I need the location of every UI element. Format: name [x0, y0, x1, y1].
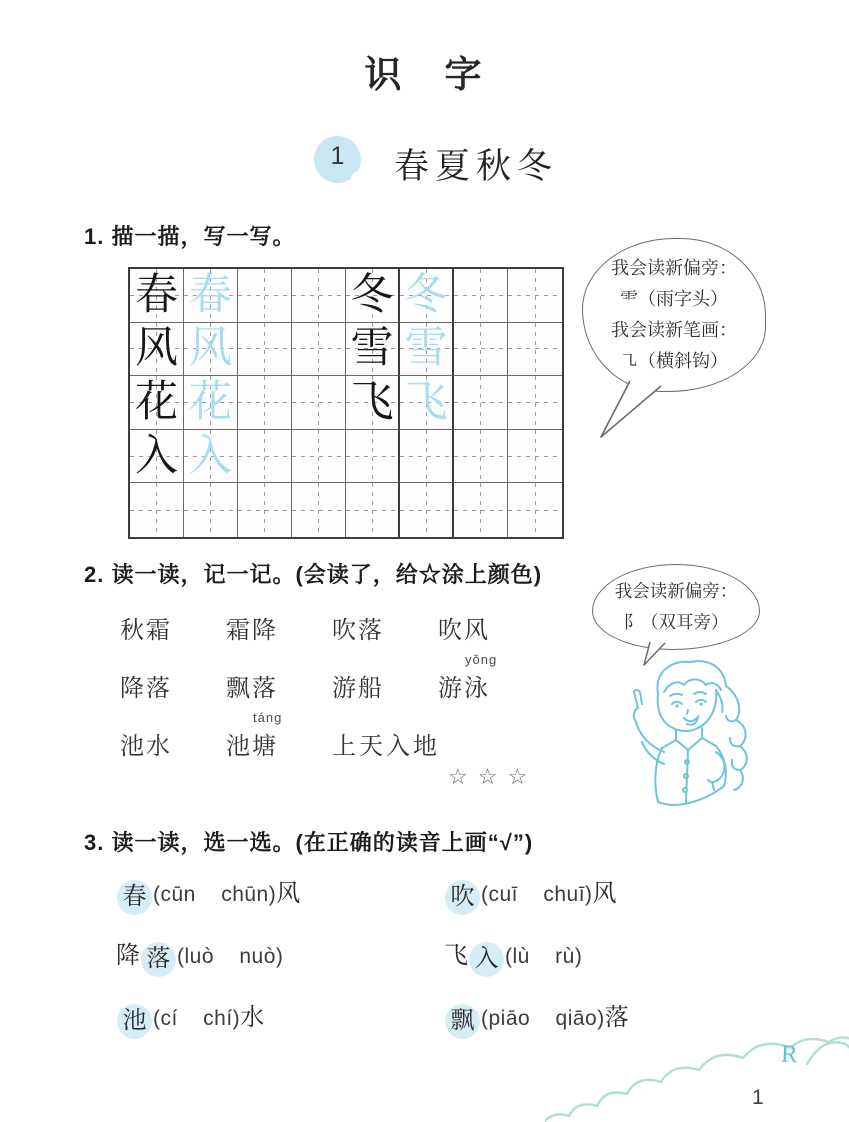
- bubble-line: ⻗（雨字头）: [620, 289, 728, 310]
- word: 降落: [120, 676, 172, 702]
- model-character: 春: [135, 271, 178, 319]
- highlighted-character: 春: [117, 880, 152, 915]
- pinyin-annotation: táng: [253, 710, 283, 725]
- word: 池水: [120, 734, 172, 760]
- highlighted-character: 飘: [445, 1004, 480, 1039]
- pinyin-options: (cūn chūn): [153, 883, 277, 906]
- grid-cell: [508, 483, 562, 537]
- character: 落: [604, 1005, 629, 1031]
- lesson-title: 春夏秋冬: [394, 147, 559, 186]
- bubble-tail-icon: [598, 379, 666, 441]
- grid-cell: [400, 430, 454, 484]
- grid-cell: [184, 269, 238, 323]
- word: táng 池塘: [226, 710, 283, 760]
- highlighted-character: 吹: [445, 880, 480, 915]
- character: 水: [240, 1005, 265, 1031]
- grid-cell: [508, 376, 562, 430]
- page-title: 识 字: [364, 55, 485, 96]
- grid-cell: [454, 430, 508, 484]
- model-character: 风: [135, 325, 178, 373]
- model-character: 飞: [350, 378, 394, 426]
- grid-cell: [292, 269, 346, 323]
- character: 风: [592, 881, 617, 907]
- grid-cell: [454, 483, 508, 537]
- grid-cell: [346, 430, 400, 484]
- word-row: [120, 610, 544, 645]
- trace-character: 花: [189, 378, 232, 426]
- bubble-line: 我会读新偏旁：: [611, 258, 737, 279]
- grid-cell: [400, 483, 454, 537]
- grid-cell: [346, 483, 400, 537]
- grid-cell: [184, 323, 238, 377]
- trace-character: 飞: [404, 378, 448, 426]
- model-character: 雪: [350, 325, 394, 373]
- grid-cell: [400, 376, 454, 430]
- highlighted-character: 入: [469, 942, 504, 977]
- grid-cell: [130, 376, 184, 430]
- trace-character: 雪: [404, 325, 448, 373]
- bubble-line: ㇈（横斜钩）: [620, 350, 728, 371]
- star-rating: ☆☆☆: [448, 764, 538, 789]
- lesson-number-badge: [314, 136, 361, 183]
- grid-cell: [400, 269, 454, 323]
- word: 秋霜: [120, 618, 172, 644]
- grid-cell: [508, 323, 562, 377]
- grid-cell: [130, 483, 184, 537]
- grid-cell: [454, 269, 508, 323]
- word-row: [120, 710, 440, 761]
- word: 游船: [332, 676, 384, 702]
- grid-cell: [184, 430, 238, 484]
- bubble-line: 阝（双耳旁）: [623, 612, 729, 632]
- grid-cell: [292, 376, 346, 430]
- grid-cell: [238, 376, 292, 430]
- pinyin-options: (cí chí): [153, 1007, 241, 1030]
- trace-character: 冬: [404, 271, 448, 319]
- page-number: 1: [752, 1086, 764, 1109]
- word: 霜降: [226, 618, 278, 644]
- grid-cell: [238, 269, 292, 323]
- model-character: 花: [135, 378, 178, 426]
- section1-heading: 1. 描一描，写一写。: [84, 224, 296, 249]
- girl-illustration: [614, 652, 764, 810]
- highlighted-character: 池: [117, 1004, 152, 1039]
- word: yǒng 游泳: [438, 652, 498, 702]
- trace-character: 入: [189, 432, 232, 480]
- model-character: 冬: [350, 271, 394, 319]
- grid-cell: [292, 483, 346, 537]
- grid-cell: [238, 483, 292, 537]
- grid-cell: [130, 269, 184, 323]
- word: 吹落: [332, 618, 384, 644]
- grid-cell: [454, 376, 508, 430]
- word: 上天入地: [332, 734, 440, 760]
- pinyin-annotation: yǒng: [465, 652, 498, 667]
- pinyin-options: (luò nuò): [177, 945, 284, 968]
- word: 飘落: [226, 676, 278, 702]
- pinyin-options: (piāo qiāo): [481, 1007, 605, 1030]
- pinyin-options: (cuī chuī): [481, 883, 593, 906]
- section3-heading: 3. 读一读，选一选。(在正确的读音上画“√”): [84, 830, 534, 855]
- word: 吹风: [438, 618, 490, 644]
- grid-cell: [184, 376, 238, 430]
- bubble-line: 我会读新偏旁：: [614, 580, 738, 601]
- grid-cell: [508, 430, 562, 484]
- bubble-tail-icon: [634, 640, 670, 668]
- writing-grid: [128, 267, 564, 539]
- word-row: [120, 652, 544, 703]
- speech-bubble-new-radical-stroke: [582, 238, 766, 392]
- exercise-item: [116, 938, 444, 974]
- character: 飞: [444, 943, 468, 969]
- grid-cell: [508, 269, 562, 323]
- character: 降: [116, 943, 140, 969]
- grid-cell: [454, 323, 508, 377]
- speech-bubble-new-radical: [592, 564, 760, 650]
- model-character: 入: [135, 432, 178, 480]
- grid-cell: [292, 323, 346, 377]
- exercise-item: [444, 876, 776, 912]
- exercise-item: [116, 876, 444, 912]
- exercise-item-list: [116, 876, 776, 1036]
- pinyin-options: (lù rù): [505, 945, 583, 968]
- grid-cell: [130, 430, 184, 484]
- highlighted-character: 落: [141, 942, 176, 977]
- cloud-decoration: [545, 1030, 849, 1122]
- exercise-item: [444, 938, 776, 974]
- grid-cell: [238, 430, 292, 484]
- section2-heading: 2. 读一读，记一记。(会读了，给☆涂上颜色): [84, 562, 543, 587]
- grid-cell: [184, 483, 238, 537]
- trace-character: 春: [189, 271, 232, 319]
- corner-doodle: R: [780, 1040, 799, 1069]
- grid-cell: [130, 323, 184, 377]
- grid-cell: [346, 323, 400, 377]
- bubble-line: 我会读新笔画：: [611, 320, 737, 340]
- grid-cell: [346, 269, 400, 323]
- grid-cell: [292, 430, 346, 484]
- trace-character: 风: [189, 325, 232, 373]
- grid-cell: [400, 323, 454, 377]
- exercise-item: [116, 1000, 444, 1036]
- lesson-number: 1: [330, 142, 345, 170]
- character: 风: [276, 881, 301, 907]
- grid-cell: [238, 323, 292, 377]
- grid-cell: [346, 376, 400, 430]
